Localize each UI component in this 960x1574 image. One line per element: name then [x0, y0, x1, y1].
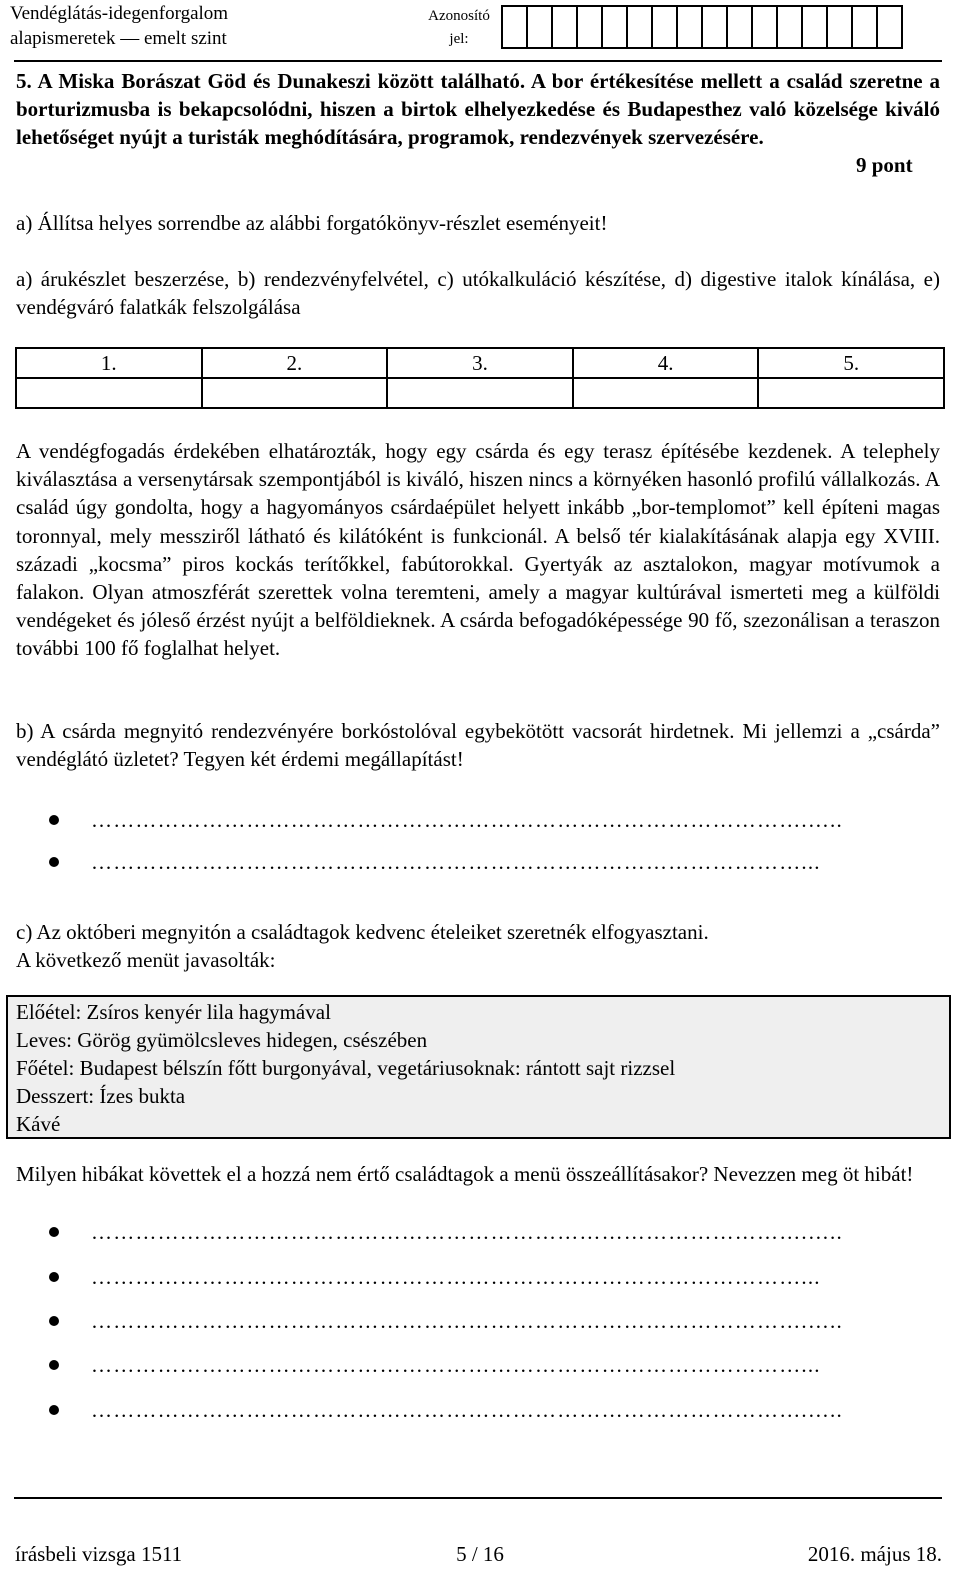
order-answer-table — [15, 347, 945, 409]
id-code-box[interactable] — [826, 5, 853, 49]
task-intro: 5. A Miska Borászat Göd és Dunakeszi között található. A bor értékesítése mellett a család szeretne a borturizmusba is bekapcsolódni, hiszen a birtok elhelyezkedése és Budapesthez való közelsége kiváló lehetőséget nyújt a turisták meghódítására, programok, rendezvények szervezésére. — [16, 69, 940, 150]
id-code-box[interactable] — [676, 5, 703, 49]
id-code-box[interactable] — [501, 5, 528, 49]
order-header-1: 1. — [16, 348, 202, 378]
id-code-box[interactable] — [551, 5, 578, 49]
page-number: 5 / 16 — [456, 1542, 504, 1566]
answer-line-c-2[interactable]: ……………………………………………………………………………………... — [91, 1265, 821, 1289]
order-header-row — [16, 348, 944, 378]
footer-rule — [14, 1497, 942, 1499]
bullet-icon — [49, 1227, 59, 1237]
menu-item-dessert: Desszert: Ízes bukta — [16, 1084, 186, 1108]
answer-line-c-3[interactable]: …………………………………………………………………………………….….. — [91, 1309, 843, 1333]
id-code-box[interactable] — [751, 5, 778, 49]
points-label: 9 pont — [856, 153, 913, 177]
exam-subject-line2: alapismeretek — emelt szint — [10, 28, 227, 49]
id-code-box[interactable] — [576, 5, 603, 49]
menu-item-starter: Előétel: Zsíros kenyér lila hagymával — [16, 1000, 331, 1024]
order-answer-cell-3[interactable] — [387, 378, 573, 408]
footer-exam-code: írásbeli vizsga 1511 — [15, 1542, 183, 1566]
answer-line-c-4[interactable]: ……………………………………………………………………………………... — [91, 1353, 821, 1377]
order-answer-cell-5[interactable] — [758, 378, 944, 408]
id-code-box[interactable] — [626, 5, 653, 49]
id-code-box[interactable] — [776, 5, 803, 49]
bullet-icon — [49, 815, 59, 825]
question-a: a) Állítsa helyes sorrendbe az alábbi forgatókönyv-részlet eseményeit! — [16, 211, 608, 235]
id-label-line1: Azonosító — [428, 8, 490, 24]
order-answer-cell-2[interactable] — [202, 378, 388, 408]
order-answer-row — [16, 378, 944, 408]
order-header-4: 4. — [573, 348, 759, 378]
bullet-icon — [49, 1405, 59, 1415]
question-a-items: a) árukészlet beszerzése, b) rendezvényfelvétel, c) utókalkuláció készítése, d) digestive italok kínálása, e) vendégváró falatkák felszolgálása — [16, 267, 940, 320]
bullet-icon — [49, 1272, 59, 1282]
order-header-3: 3. — [387, 348, 573, 378]
bullet-icon — [49, 857, 59, 867]
id-code-box[interactable] — [801, 5, 828, 49]
header-rule — [14, 60, 942, 62]
order-header-2: 2. — [202, 348, 388, 378]
id-label-line2: jel: — [449, 31, 469, 47]
exam-subject — [10, 1, 228, 51]
bullet-icon — [49, 1316, 59, 1326]
order-answer-cell-4[interactable] — [573, 378, 759, 408]
question-c-followup: Milyen hibákat követtek el a hozzá nem értő családtagok a menü összeállításakor? Nevezzen meg öt hibát! — [16, 1162, 914, 1186]
order-header-5: 5. — [758, 348, 944, 378]
id-code-box[interactable] — [876, 5, 903, 49]
menu-item-main: Főétel: Budapest bélszín főtt burgonyával, vegetáriusoknak: rántott sajt rizzsel — [16, 1056, 676, 1080]
exam-subject-line1: Vendéglátás-idegenforgalom — [10, 3, 229, 24]
question-b: b) A csárda megnyitó rendezvényére borkóstolóval egybekötött vacsorát hirdetnek. Mi jellemzi a „csárda” vendéglátó üzletet? Tegyen két érdemi megállapítást! — [16, 719, 940, 772]
question-c: c) Az októberi megnyitón a családtagok kedvenc ételeiket szeretnék elfogyasztani. — [16, 920, 709, 944]
id-label — [418, 5, 500, 51]
answer-line-c-1[interactable]: …………………………………………………………………………………….….. — [91, 1220, 843, 1244]
order-answer-cell-1[interactable] — [16, 378, 202, 408]
answer-line-b-2[interactable]: ……………………………………………………………………………………... — [91, 850, 821, 874]
menu-item-soup: Leves: Görög gyümölcsleves hidegen, csészében — [16, 1028, 428, 1052]
answer-line-b-1[interactable]: …………………………………………………………………………………….….. — [91, 808, 843, 832]
answer-line-c-5[interactable]: …………………………………………………………………………………….….. — [91, 1398, 843, 1422]
footer-date: 2016. május 18. — [807, 1542, 942, 1566]
question-c-menu-intro: A következő menüt javasolták: — [16, 948, 276, 972]
id-code-box[interactable] — [851, 5, 878, 49]
id-code-boxes — [503, 5, 903, 49]
menu-box — [6, 995, 951, 1139]
id-code-box[interactable] — [601, 5, 628, 49]
bullet-icon — [49, 1360, 59, 1370]
id-code-box[interactable] — [726, 5, 753, 49]
menu-item-coffee: Kávé — [16, 1112, 61, 1136]
id-code-box[interactable] — [651, 5, 678, 49]
id-code-box[interactable] — [701, 5, 728, 49]
story-paragraph: A vendégfogadás érdekében elhatározták, hogy egy csárda és egy terasz építésébe kezdenek. A telephely kiválasztása a versenytársak szempontjából is kiváló, hiszen nincs a környéken hasonló profilú vállalkozás. A család úgy gondolta, hogy a hagyományos csárdaépület helyett inkább „bor-templomot” kell építeni magas toronnyal, mely messziről látható és kilátóként is funkcionál. A belső tér kialakításának alapja egy XVIII. századi „kocsma” piros kockás terítőkkel, fabútorokkal. Gyertyák az asztalokon, magyar motívumok a falakon. Olyan atmoszférát szerettek volna teremteni, amely a magyar kultúrával ismerteti meg a külföldi vendégeket és jóleső érzést nyújt a belföldieknek. A csárda befogadóképessége 90 fő, szezonálisan a teraszon további 100 fő foglalhat helyet. — [16, 439, 940, 661]
id-code-box[interactable] — [526, 5, 553, 49]
